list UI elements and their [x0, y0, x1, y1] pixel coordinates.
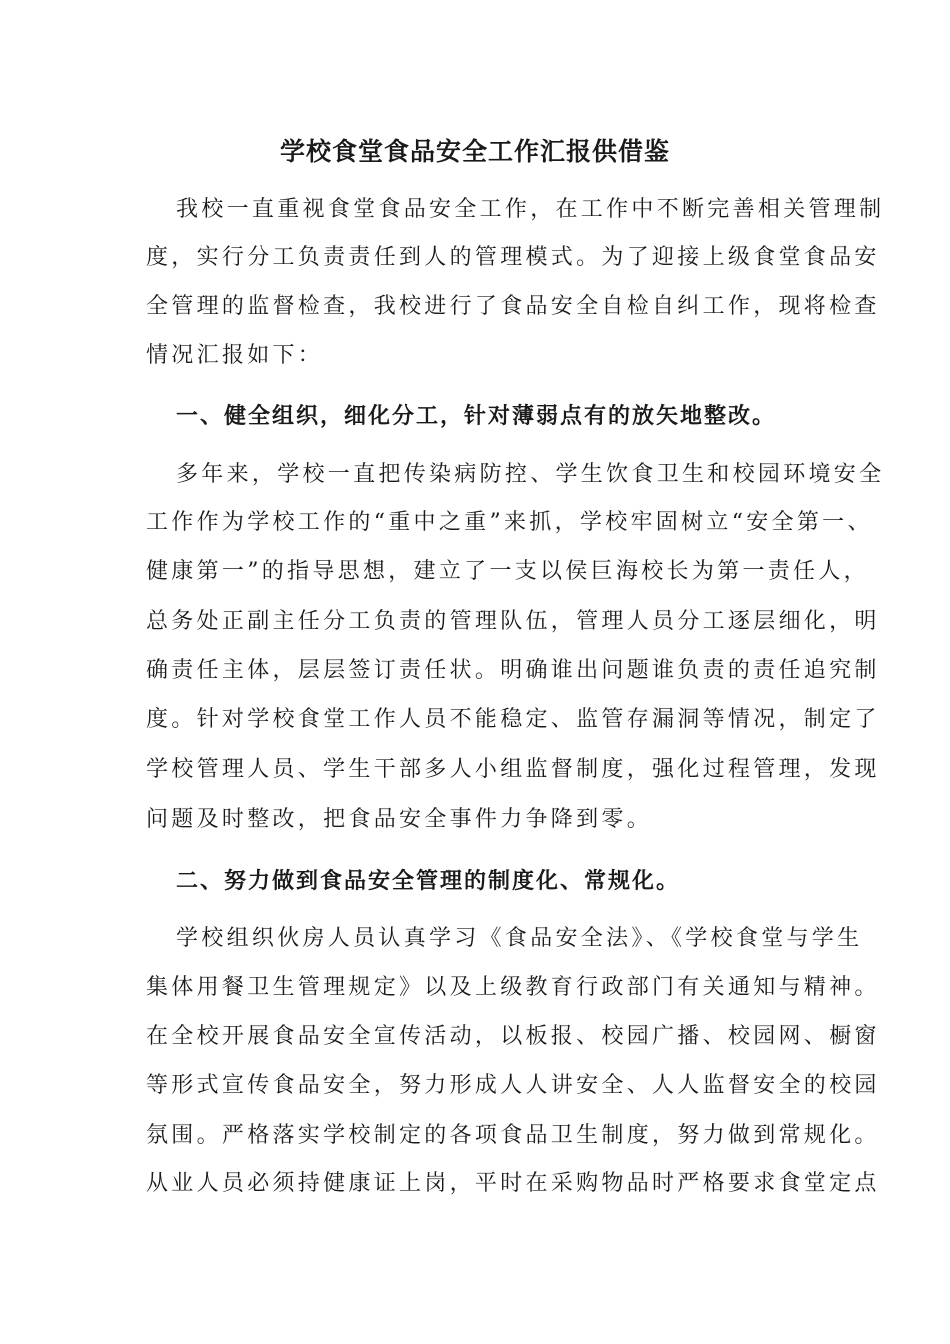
section-heading-2: 二、努力做到食品安全管理的制度化、常规化。 [176, 868, 681, 894]
paragraph-line: 总务处正副主任分工负责的管理队伍，管理人员分工逐层细化，明 [146, 609, 880, 634]
paragraph-line: 多年来，学校一直把传染病防控、学生饮食卫生和校园环境安全 [176, 462, 885, 487]
paragraph-line: 学校组织伙房人员认真学习《食品安全法》、《学校食堂与学生 [176, 926, 863, 951]
paragraph-line: 学校管理人员、学生干部多人小组监督制度，强化过程管理，发现 [146, 757, 880, 782]
paragraph-line: 氛围。严格落实学校制定的各项食品卫生制度，努力做到常规化。 [146, 1123, 880, 1148]
document-title: 学校食堂食品安全工作汇报供借鉴 [279, 137, 670, 166]
paragraph-line: 等形式宣传食品安全，努力形成人人讲安全、人人监督安全的校园 [146, 1073, 880, 1098]
paragraph-line: 情况汇报如下： [146, 343, 324, 368]
paragraph-line: 我校一直重视食堂食品安全工作，在工作中不断完善相关管理制 [176, 197, 885, 222]
paragraph-line: 健康第一”的指导思想，建立了一支以侯巨海校长为第一责任人， [146, 559, 869, 584]
paragraph-line: 全管理的监督检查，我校进行了食品安全自检自纠工作，现将检查 [146, 294, 880, 319]
paragraph-line: 集体用餐卫生管理规定》以及上级教育行政部门有关通知与精神。 [146, 975, 880, 1000]
section-heading-1: 一、健全组织，细化分工，针对薄弱点有的放矢地整改。 [176, 403, 777, 429]
paragraph-line: 工作作为学校工作的“重中之重”来抓，学校牢固树立“安全第一、 [146, 510, 873, 535]
paragraph-line: 度，实行分工负责责任到人的管理模式。为了迎接上级食堂食品安 [146, 245, 880, 270]
paragraph-line: 度。针对学校食堂工作人员不能稳定、监管存漏洞等情况，制定了 [146, 707, 880, 732]
paragraph-line: 确责任主体，层层签订责任状。明确谁出问题谁负责的责任追究制 [146, 658, 880, 683]
paragraph-line: 问题及时整改，把食品安全事件力争降到零。 [146, 807, 653, 832]
paragraph-line: 在全校开展食品安全宣传活动，以板报、校园广播、校园网、橱窗 [146, 1024, 880, 1049]
paragraph-line: 从业人员必须持健康证上岗，平时在采购物品时严格要求食堂定点 [146, 1171, 880, 1196]
